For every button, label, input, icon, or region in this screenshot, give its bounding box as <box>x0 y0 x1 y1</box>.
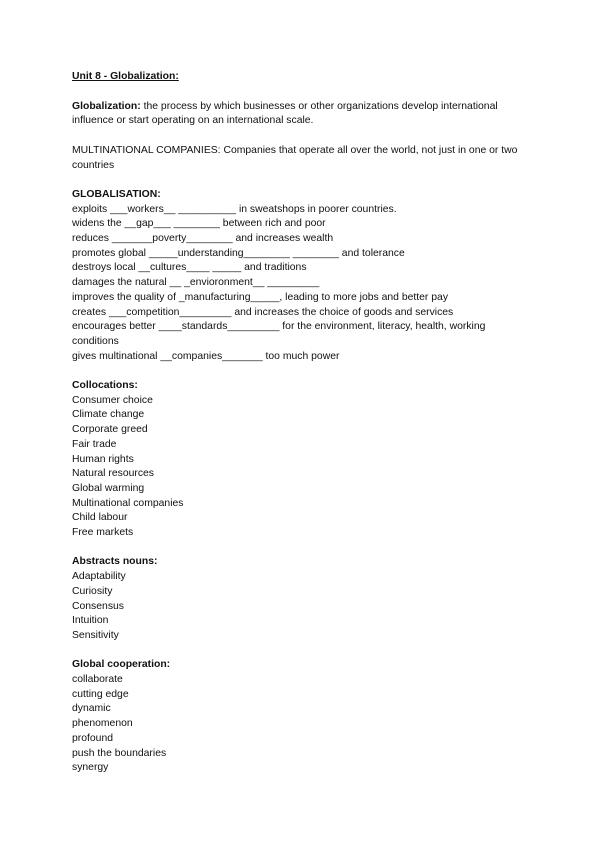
collocation-item: Corporate greed <box>72 424 148 436</box>
globalisation-line: widens the __gap___ ________ between rich and poor <box>72 218 326 230</box>
globalisation-line: creates ___competition_________ and increases the choice of goods and services <box>72 306 454 318</box>
definition-text: the process by which businesses or other organizations develop international influence or start operating on an international scale. <box>72 100 498 127</box>
spacer <box>72 644 534 659</box>
globalisation-line: damages the natural __ _envioronment__ _________ <box>72 277 320 289</box>
globalisation-line: exploits ___workers__ __________ in sweatshops in poorer countries. <box>72 203 397 215</box>
cooperation-item: dynamic <box>72 703 111 715</box>
collocation-item: Consumer choice <box>72 394 153 406</box>
collocations-list <box>72 394 534 541</box>
globalisation-line: promotes global _____understanding________ ________ and tolerance <box>72 247 405 259</box>
cooperation-item: profound <box>72 732 114 744</box>
global-cooperation-list <box>72 673 534 776</box>
spacer <box>72 541 534 556</box>
abstract-noun-item: Sensitivity <box>72 629 119 641</box>
collocation-item: Climate change <box>72 409 145 421</box>
cooperation-item: cutting edge <box>72 688 129 700</box>
definition-paragraph <box>72 100 534 129</box>
abstract-noun-item: Curiosity <box>72 585 113 597</box>
cooperation-item: phenomenon <box>72 718 133 730</box>
collocations-heading: Collocations: <box>72 380 138 392</box>
spacer <box>72 129 534 144</box>
globalisation-heading: GLOBALISATION: <box>72 188 161 200</box>
globalisation-line: destroys local __cultures____ _____ and traditions <box>72 262 307 274</box>
abstract-nouns-heading: Abstracts nouns: <box>72 556 158 568</box>
globalisation-line: reduces _______poverty________ and increases wealth <box>72 233 334 244</box>
globalisation-list <box>72 203 534 365</box>
collocation-item: Global warming <box>72 482 145 494</box>
collocation-item: Natural resources <box>72 468 155 480</box>
collocation-item: Human rights <box>72 453 134 465</box>
spacer <box>72 173 534 188</box>
globalisation-line: improves the quality of _manufacturing_____, leading to more jobs and better pay <box>72 291 449 303</box>
abstract-noun-item: Intuition <box>72 615 109 627</box>
multinational-paragraph: MULTINATIONAL COMPANIES: Companies that operate all over the world, not just in one or two countries <box>72 144 518 171</box>
cooperation-item: synergy <box>72 762 109 774</box>
document-page <box>72 70 534 776</box>
page-title: Unit 8 - Globalization: <box>72 71 179 82</box>
abstract-noun-item: Consensus <box>72 600 124 612</box>
global-cooperation-heading: Global cooperation: <box>72 659 171 671</box>
spacer <box>72 364 534 379</box>
globalisation-line: encourages better ____standards_________ for the environment, literacy, health, working conditions <box>72 321 486 347</box>
collocation-item: Multinational companies <box>72 497 184 509</box>
globalisation-line: gives multinational __companies_______ too much power <box>72 350 340 362</box>
definition-term: Globalization: <box>72 100 141 112</box>
collocation-item: Child labour <box>72 512 128 524</box>
abstract-noun-item: Adaptability <box>72 571 126 583</box>
spacer <box>72 85 534 100</box>
collocation-item: Fair trade <box>72 438 117 450</box>
cooperation-item: collaborate <box>72 674 123 686</box>
cooperation-item: push the boundaries <box>72 747 167 759</box>
collocation-item: Free markets <box>72 527 134 539</box>
abstract-nouns-list <box>72 570 534 644</box>
